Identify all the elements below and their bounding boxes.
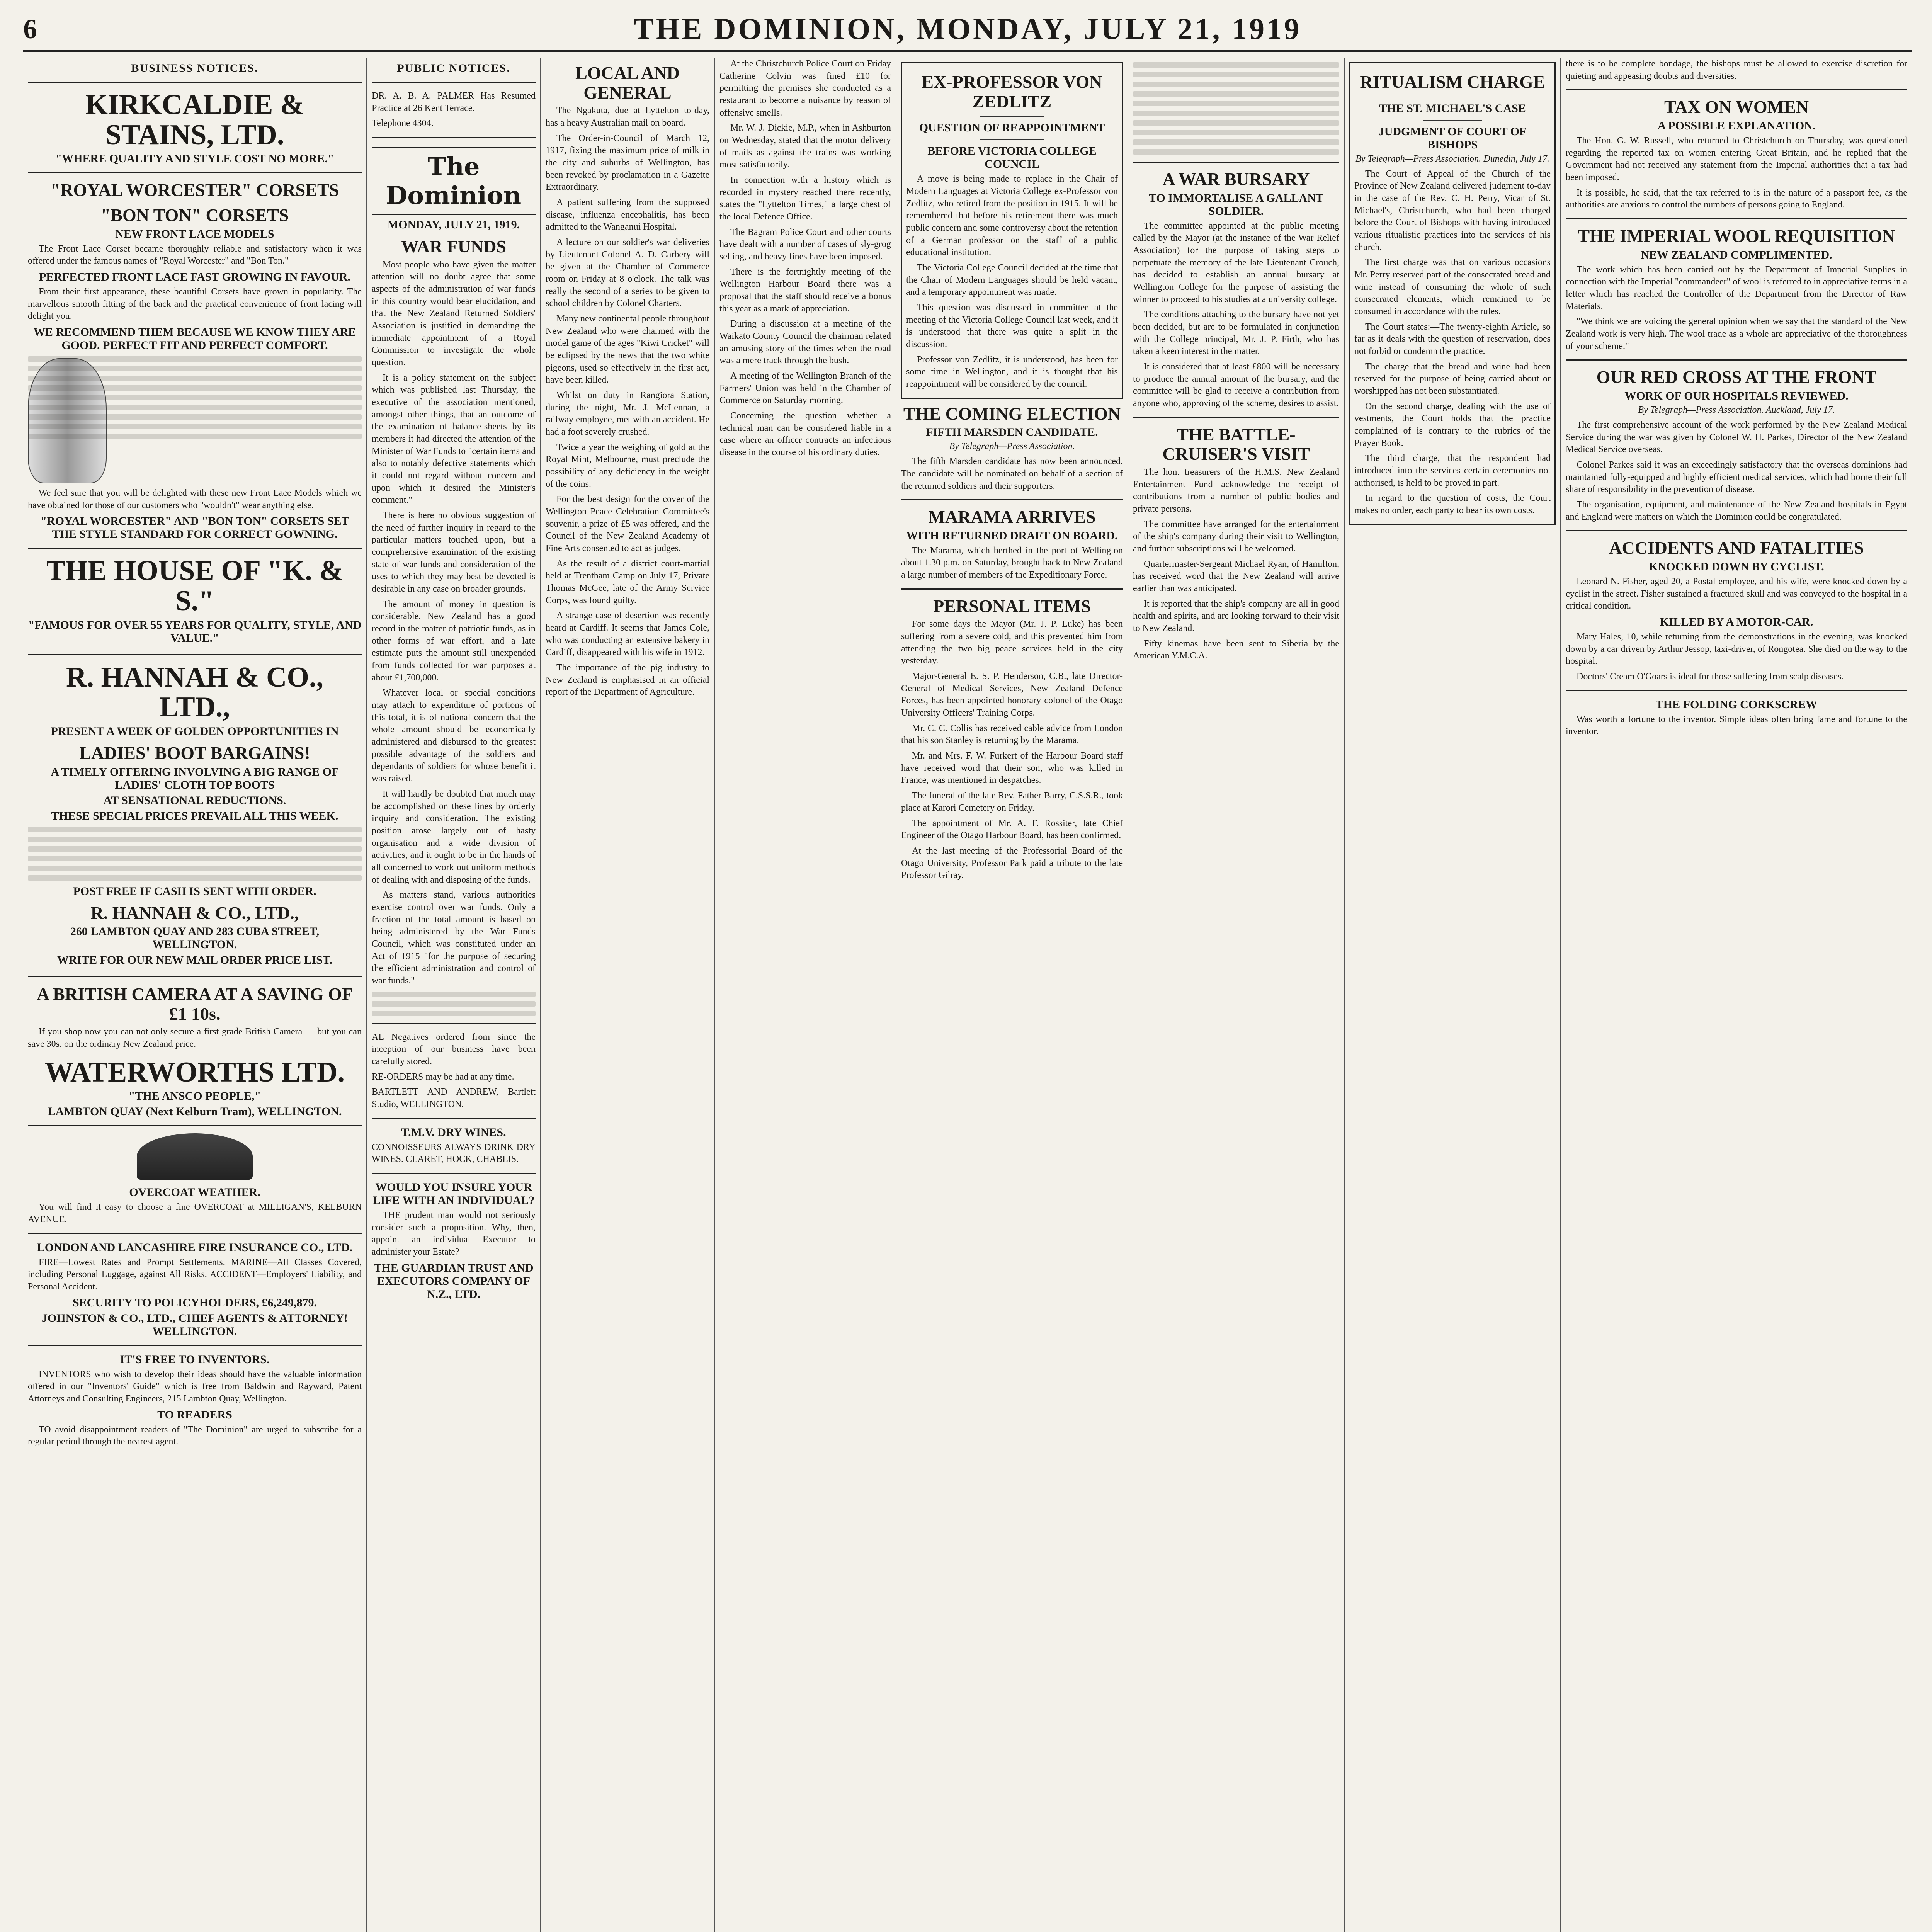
news-item: Mr. W. J. Dickie, M.P., when in Ashburton on Wednesday, stated that the motor delivery of mails as against the trains was working most satisfactorily. [719,123,891,170]
johnston-text: JOHNSTON & CO., LTD., CHIEF AGENTS & ATTORNEY! WELLINGTON. [41,1311,348,1338]
hannah-title-2: R. HANNAH & CO., LTD., [90,903,299,923]
small-print [1133,82,1339,87]
hannah-write: WRITE FOR OUR NEW MAIL ORDER PRICE LIST. [57,954,333,967]
palmer-notice: DR. A. B. A. PALMER Has Resumed Practice at 26 Kent Terrace. [372,91,536,113]
accidents-paragraph: Doctors' Cream O'Goars is ideal for those suffering from scalp diseases. [1577,671,1844,682]
personal-item: For some days the Mayor (Mr. J. P. Luke) has been suffering from a severe cold, and this prevented him from attending the two big peace services held in the city yesterday. [901,619,1123,666]
battle-cruiser-paragraph: The committee have arranged for the entertainment of the ship's company during their visit to Wellington, and further subscriptions will be welcomed. [1133,519,1339,554]
local-item: A lecture on our soldier's war deliveries by Lieutenant-Colonel A. D. Carbery will be given at the Chamber of Commerce room on Friday at 8 o'clock. The talk was really the second of a series to be given to school children by Colonel Charters. [546,237,709,309]
small-print [1133,130,1339,135]
local-item: Many new continental people throughout New Zealand who were charmed with the model game of the ages "Kiwi Cricket" will be eclipsed by the news that the two white pigeons, used so effectively in the first act, have been killed. [546,313,709,385]
accidents-subheading: KNOCKED DOWN BY CYCLIST. [1649,560,1824,573]
small-print [372,992,536,997]
local-item: A patient suffering from the supposed disease, influenza encephalitis, has been admitted to the Wanganui Hospital. [546,197,709,232]
section-heading: BUSINESS NOTICES. [131,62,259,75]
small-print [28,875,362,881]
divider [1133,417,1339,418]
zedlitz-paragraph: This question was discussed in committee at the meeting of the Victoria College Council last week, and it is understood that there was quite a split in the discussion. [906,302,1118,349]
red-cross-dateline: By Telegraph—Press Association. Auckland, July 17. [1638,405,1835,415]
hannah-address: 260 LAMBTON QUAY AND 283 CUBA STREET, WELLINGTON. [70,925,320,951]
corkscrew-text: Was worth a fortune to the inventor. Simple ideas often bring fame and fortune to the inventor. [1566,714,1907,737]
accidents-heading: ACCIDENTS AND FATALITIES [1609,538,1864,558]
small-print [1133,111,1339,116]
corsets-text: From their first appearance, these beautiful Corsets have grown in popularity. The marvellous smooth fitting of the back and the practical convenience of front lacing will delight you. [28,286,362,321]
news-item: At the Christchurch Police Court on Friday Catherine Colvin was fined £10 for permitting the premises she conducted as a restaurant to become a nuisance by reason of offensive smells. [719,59,891,118]
inventors-text: INVENTORS who wish to develop their ideas should have the valuable information offered in our "Inventors' Guide" which is free from Baldwin and Rayward, Patent Attorneys and Consulting Engineers, 215 Lambton Quay, Wellington. [28,1369,362,1404]
small-print [1133,139,1339,145]
divider [28,653,362,655]
small-print [28,846,362,852]
divider [372,1118,536,1119]
section-heading: PUBLIC NOTICES. [397,62,510,75]
divider [28,1125,362,1126]
security-text: SECURITY TO POLICYHOLDERS, £6,249,879. [72,1296,317,1309]
wool-paragraph: The work which has been carried out by the Department of Imperial Supplies in connection with the Imperial "commandeer" of wool is referred to in appreciative terms in a letter which has reached the Controller of the Department from the Director of Raw Materials. [1566,264,1907,311]
tax-paragraph: The Hon. G. W. Russell, who returned to Christchurch on Thursday, was questioned regarding the reported tax on women entering Great Britain, and he replied that the Government had not received any statement from the Imperial authorities that a tax had been imposed. [1566,135,1907,182]
divider [1423,120,1482,121]
personal-item: Mr. C. C. Collis has received cable advice from London that his son Stanley is returning by the Marama. [901,723,1123,746]
small-print [1133,91,1339,97]
news-item: During a discussion at a meeting of the Waikato County Council the chairman related an amusing story of the times when the road was a mere track through the bush. [719,319,891,366]
tax-subheading: A POSSIBLE EXPLANATION. [1657,119,1816,132]
small-print [28,424,362,429]
election-subheading: FIFTH MARSDEN CANDIDATE. [926,426,1098,439]
local-item: The Ngakuta, due at Lyttelton to-day, has a heavy Australian mail on board. [546,105,709,128]
red-cross-paragraph: The first comprehensive account of the work performed by the New Zealand Medical Service during the war was given by Colonel W. H. Parkes, Director of the New Zealand Medical Service overseas. [1566,420,1907,455]
kirkcaldie-slogan: "WHERE QUALITY AND STYLE COST NO MORE." [55,152,334,165]
overcoat-illustration [137,1133,253,1180]
ritualism-heading: RITUALISM CHARGE [1360,72,1545,92]
column-news-continued [715,58,896,1932]
readers-heading: TO READERS [157,1408,232,1421]
zedlitz-paragraph: The Victoria College Council decided at the time that the Chair of Modern Languages should be held vacant, and a temporary appointment was made. [906,262,1118,298]
waterworths-address: LAMBTON QUAY (Next Kelburn Tram), WELLINGTON. [48,1105,342,1118]
column-business-notices [23,58,367,1932]
corsets-text: We feel sure that you will be delighted with these new Front Lace Models which we have obtained for those of our customers who "wouldn't" wear anything else. [28,488,362,510]
small-print [28,385,362,391]
wool-heading: THE IMPERIAL WOOL REQUISITION [1578,226,1895,246]
battle-cruiser-paragraph: Fifty kinemas have been sent to Siberia by the American Y.M.C.A. [1133,638,1339,661]
overcoat-heading: OVERCOAT WEATHER. [129,1186,260,1199]
small-print [28,356,362,362]
election-text: The fifth Marsden candidate has now been announced. The candidate will be nominated on behalf of a section of the returned soldiers and their supporters. [901,456,1123,491]
divider [28,82,362,83]
local-item: The importance of the pig industry to New Zealand is emphasised in an official report of the Department of Agriculture. [546,663,709,697]
news-item: The Bagram Police Court and other courts have dealt with a number of cases of sly-grog selling, and heavy fines have been imposed. [719,227,891,262]
divider [28,975,362,977]
column-ritualism [1345,58,1561,1932]
corsets-heading-3: NEW FRONT LACE MODELS [115,227,274,240]
small-print [1133,149,1339,155]
hannah-subtitle: PRESENT A WEEK OF GOLDEN OPPORTUNITIES IN [51,725,339,738]
ritualism-paragraph: The Court states:—The twenty-eighth Article, so far as it deals with the question of reservation, does not forbid or condemn the practice. [1354,321,1551,356]
column-public-notices [367,58,541,1932]
marama-text: The Marama, which berthed in the port of Wellington about 1.30 p.m. on Saturday, brought back to New Zealand a large number of members of the Expeditionary Force. [901,545,1123,580]
overcoat-text: You will find it easy to choose a fine OVERCOAT at MILLIGAN'S, KELBURN AVENUE. [28,1202,362,1225]
divider [901,588,1123,590]
bursary-paragraph: The committee appointed at the public meeting called by the Mayor (at the instance of the War Relief Association) for the purpose of taking steps to perpetuate the memory of the late Lieutenant Crouch, has decided to establish an annual bursary at Wellington College for the purpose of assisting the winner to proceed to his studies at a university college. [1133,221,1339,304]
column-local-general [541,58,715,1932]
local-item: For the best design for the cover of the Wellington Peace Celebration Committee's souvenir, a prize of £5 was offered, and the Council of the New Zealand Academy of Fine Arts consented to act as judges. [546,494,709,554]
divider [1566,218,1907,219]
zedlitz-article [901,62,1123,399]
editorial-paragraph: It will hardly be doubted that much may be accomplished on these lines by orderly inquiry and consideration. The existing position arose largely out of hasty organisation and a wide division of activities, and it ought to be in the hands of all concerned to work out uniform methods of dealing with and disposing of the funds. [372,789,536,885]
editorial-paragraph: Most people who have given the matter attention will no doubt agree that some aspects of the administration of war funds in this country would bear elucidation, and that the New Zealand Returned Soldiers' Association is justified in demanding the immediate appointment of a Royal Commission to investigate the whole question. [372,259,536,367]
small-print [28,866,362,871]
hannah-text: POST FREE IF CASH IS SENT WITH ORDER. [73,884,316,898]
ritualism-dateline: By Telegraph—Press Association. Dunedin, July 17. [1355,153,1549,164]
red-cross-subheading: WORK OF OUR HOSPITALS REVIEWED. [1624,389,1849,402]
divider [1566,530,1907,531]
corsets-highlight: WE RECOMMEND THEM BECAUSE WE KNOW THEY ARE GOOD. PERFECT FIT AND PERFECT COMFORT. [33,325,356,352]
divider [372,82,536,83]
battle-cruiser-paragraph: The hon. treasurers of the H.M.S. New Zealand Entertainment Fund acknowledge the receipt of contributions from a number of public bodies and private persons. [1133,467,1339,514]
local-item: The Order-in-Council of March 12, 1917, fixing the maximum price of milk in the city and suburbs of Wellington, has been revoked by proclamation in a Gazette Extraordinary. [546,133,709,192]
palmer-telephone: Telephone 4304. [372,118,434,129]
battle-cruiser-paragraph: It is reported that the ship's company are all in good health and spirits, and are looking forward to their visit to New Zealand. [1133,599,1339,633]
corsets-highlight: PERFECTED FRONT LACE FAST GROWING IN FAVOUR. [39,270,350,283]
editorial-paragraph: The amount of money in question is considerable. New Zealand has a good record in the matter of patriotic funds, as in other forms of war effort, and a late estimate puts the amount still unexpended from funds collected for war purposes at about £1,700,000. [372,599,536,683]
kirkcaldie-title: KIRKCALDIE & STAINS, LTD. [85,89,304,151]
ritualism-continued: there is to be complete bondage, the bishops must be allowed to exercise discretion for quieting and appeasing doubts and diversities. [1566,59,1907,81]
divider [980,139,1044,140]
hannah-bargains: LADIES' BOOT BARGAINS! [79,743,310,763]
dominion-date: MONDAY, JULY 21, 1919. [387,218,520,231]
editorial-heading: WAR FUNDS [401,236,507,257]
local-item: A strange case of desertion was recently heard at Cardiff. It seems that James Cole, who was conducting an extensive bakery in Cardiff, disappeared with his wife in 1912. [546,611,709,658]
divider [28,172,362,173]
column-right [1561,58,1912,1932]
divider [1566,89,1907,90]
divider [1566,359,1907,361]
zedlitz-paragraph: Professor von Zedlitz, it is understood, has been for some time in Wellington, and it is thought that his reappointment will be considered by the council. [906,354,1118,389]
zedlitz-subheading-2: BEFORE VICTORIA COLLEGE COUNCIL [927,145,1097,171]
corsets-heading-2: "BON TON" CORSETS [100,205,289,225]
london-heading: LONDON AND LANCASHIRE FIRE INSURANCE CO., LTD. [37,1241,353,1254]
small-print [28,405,362,410]
personal-item: Mr. and Mrs. F. W. Furkert of the Harbour Board staff have received word that their son, who was killed in France, was mentioned in despatches. [901,751,1123,786]
election-heading: THE COMING ELECTION [903,403,1121,423]
divider [901,499,1123,500]
small-print [1133,62,1339,68]
tmv-text: CONNOISSEURS ALWAYS DRINK DRY WINES. CLARET, HOCK, CHABLIS. [372,1142,536,1165]
local-general-heading: LOCAL AND GENERAL [575,63,680,102]
personal-item: The appointment of Mr. A. F. Rossiter, late Chief Engineer of the Otago Harbour Board, has been confirmed. [901,818,1123,841]
small-print [1133,101,1339,106]
battle-cruiser-paragraph: Quartermaster-Sergeant Michael Ryan, of Hamilton, has received word that the New Zealand will arrive earlier than was anticipated. [1133,559,1339,594]
ks-slogan: "FAMOUS FOR OVER 55 YEARS FOR QUALITY, STYLE, AND VALUE." [28,618,362,645]
corsets-heading-1: "ROYAL WORCESTER" CORSETS [50,180,339,200]
news-item: In connection with a history which is recorded in mystery reached there recently, states the "Lyttelton Times," a large chest of the local Defence Office. [719,175,891,222]
corkscrew-heading: THE FOLDING CORKSCREW [1655,698,1818,711]
bursary-paragraph: It is considered that at least £800 will be necessary to produce the annual amount of the bursary, and the committee will be glad to receive a contribution from anyone who, approving of the scheme, desires to assist. [1133,361,1339,408]
editorial-paragraph: It is a policy statement on the subject which was published last Thursday, the executive of the association mentioned, amongst other things, that an outcome of the examination of balance-sheets by its members it had directed the attention of the Minister of War Funds to "certain items and also to notably defective statements which it could not regard without concern and upon which it desired the Minister's comment." [372,372,536,505]
small-print [28,414,362,420]
accidents-paragraph: Leonard N. Fisher, aged 20, a Postal employee, and his wife, were knocked down by a cyclist in the street. Fisher sustained a fractured skull and was conveyed to the hospital in a critical condition. [1566,576,1907,611]
divider [28,1345,362,1346]
editorial-paragraph: Whatever local or special conditions may attach to expenditure of portions of this total, it is of national concern that the whole amount should be economically administered and disbursed to the greatest possible advantage of the soldiers and dependants of soldiers for whose benefit it was raised. [372,688,536,784]
news-item: Concerning the question whether a technical man can be considered liable in a case where an officer contracts an infectious disease in the course of his ordinary duties. [719,411,891,458]
hannah-text: A TIMELY OFFERING INVOLVING A BIG RANGE OF LADIES' CLOTH TOP BOOTS [51,765,339,791]
reorders-notice: RE-ORDERS may be had at any time. [372,1071,514,1082]
personal-item: Major-General E. S. P. Henderson, C.B., late Director-General of Medical Services, New Zealand Defence Forces, has been appointed honorary colonel of the Otago University Officers' Training Corps. [901,671,1123,718]
personal-item: At the last meeting of the Professorial Board of the Otago University, Professor Park paid a tribute to the late Professor Gilray. [901,845,1123,881]
waterworths-sub: "THE ANSCO PEOPLE," [128,1090,261,1103]
london-text: FIRE—Lowest Rates and Prompt Settlements. MARINE—All Classes Covered, including Personal Luggage, against All Risks. ACCIDENT—Employers' Liability, and Personal Accident. [28,1257,362,1292]
divider [1566,690,1907,691]
hannah-text: THESE SPECIAL PRICES PREVAIL ALL THIS WEEK. [51,809,338,822]
bursary-paragraph: The conditions attaching to the bursary have not yet been decided, but are to be formulated in conjunction with the College principal, Mr. J. P. Firth, who has taken a keen interest in the matter. [1133,310,1339,357]
insure-heading: WOULD YOU INSURE YOUR LIFE WITH AN INDIVIDUAL? [372,1180,535,1207]
corsets-highlight: "ROYAL WORCESTER" AND "BON TON" CORSETS SET THE STYLE STANDARD FOR CORRECT GOWNING. [40,515,349,541]
small-print [1133,120,1339,126]
corsets-text: The Front Lace Corset became thoroughly reliable and satisfactory when it was offered under the famous names of "Royal Worcester" and "Bon Ton." [28,243,362,266]
ritualism-paragraph: The first charge was that on various occasions Mr. Perry reserved part of the consecrated bread and wine instead of consuming the whole of such consecrated elements, which remained to be consumed in accordance with the rules. [1354,257,1551,316]
negatives-notice: AL Negatives ordered from since the inception of our business have been carefully stored. [372,1032,536,1066]
accidents-subheading-2: KILLED BY A MOTOR-CAR. [1660,615,1813,628]
divider [372,137,536,138]
divider [28,548,362,549]
wool-subheading: NEW ZEALAND COMPLIMENTED. [1641,248,1832,261]
tax-paragraph: It is possible, he said, that the tax referred to is in the nature of a passport fee, as the authorities are anxious to control the numbers of persons going to England. [1566,187,1907,210]
small-print [28,395,362,400]
column-bursary [1128,58,1345,1932]
ritualism-subheading: THE ST. MICHAEL'S CASE [1379,102,1526,115]
editorial-paragraph: There is here no obvious suggestion of the need of further inquiry in regard to the particular matters touched upon, but a comprehensive examination of the existing state of war funds and consideration of the uses to which they may best be devoted is desirable in any case on broader grounds. [372,510,536,594]
small-print [28,366,362,371]
local-item: Whilst on duty in Rangiora Station, during the night, Mr. J. McLennan, a railway employee, met with an accident. He had a foot severely crushed. [546,390,709,437]
ritualism-paragraph: In regard to the question of costs, the Court makes no order, each party to bear its own costs. [1354,493,1551,516]
page-columns [23,58,1912,1932]
small-print [372,1011,536,1016]
red-cross-paragraph: Colonel Parkes said it was an exceedingly satisfactory that the overseas dominions had maintained fully-equipped and highly efficient medical services, which had borne their full share of responsibility in the prevention of disease. [1566,459,1907,495]
news-item: There is the fortnightly meeting of the Wellington Harbour Board there was a proposal that the staff should receive a bonus this year as a mark of appreciation. [719,267,891,314]
ritualism-paragraph: The third charge, that the respondent had introduced into the services certain ceremonies not authorised, is held to be proved in part. [1354,453,1551,488]
small-print [28,376,362,381]
divider [372,1173,536,1174]
insure-text: THE prudent man would not seriously consider such a proposition. Why, then, appoint an individual Executor to administer your Estate? [372,1210,536,1257]
page-masthead [23,8,1912,52]
local-item: Twice a year the weighing of gold at the Royal Mint, Melbourne, must preclude the possibility of any deficiency in the weight of the coins. [546,442,709,489]
divider [372,1023,536,1024]
small-print [1133,72,1339,77]
small-print [372,1001,536,1007]
page-number: 6 [23,14,37,44]
ritualism-paragraph: The charge that the bread and wine had been reserved for the purpose of being carried about or worshipped has not been substantiated. [1354,361,1551,396]
ritualism-paragraph: The Court of Appeal of the Church of the Province of New Zealand delivered judgment to-day in the case of the Rev. C. H. Perry, Vicar of St. Michael's, Christchurch, who had been charged before the Court of Bishops with having introduced various ritualistic practices into the services of his church. [1354,168,1551,252]
news-item: A meeting of the Wellington Branch of the Farmers' Union was held in the Chamber of Commerce on Saturday morning. [719,371,891,406]
bartlett-notice: BARTLETT AND ANDREW, Bartlett Studio, WELLINGTON. [372,1087,536,1109]
personal-item: The funeral of the late Rev. Father Barry, C.S.S.R., took place at Karori Cemetery on Friday. [901,791,1123,813]
marama-subheading: WITH RETURNED DRAFT ON BOARD. [906,529,1118,542]
personal-heading: PERSONAL ITEMS [933,596,1091,616]
divider [1133,162,1339,163]
readers-text: TO avoid disappointment readers of "The Dominion" are urged to subscribe for a regular period through the nearest agent. [28,1424,362,1447]
column-zedlitz [896,58,1128,1932]
guardian-trust: THE GUARDIAN TRUST AND EXECUTORS COMPANY OF N.Z., LTD. [374,1261,534,1301]
dominion-masthead: The Dominion [372,147,536,215]
ritualism-paragraph: On the second charge, dealing with the use of vestments, the Court holds that the practice complained of is contrary to the rubrics of the Prayer Book. [1354,401,1551,448]
camera-title: A BRITISH CAMERA AT A SAVING OF £1 10s. [36,984,353,1024]
local-item: As the result of a district court-martial held at Trentham Camp on July 17, Private Thomas McGee, late of the Army Service Corps, was found guilty. [546,558,709,605]
hannah-title: R. HANNAH & CO., LTD., [66,661,323,723]
accidents-paragraph: Mary Hales, 10, while returning from the demonstrations in the evening, was knocked down by a car driven by Arthur Jessop, taxi-driver, of Rongotea. She died on the way to the hospital. [1566,631,1907,667]
zedlitz-paragraph: A move is being made to replace in the Chair of Modern Languages at Victoria College ex-Professor von Zedlitz, who retired from the position in 1915. It will be remembered that before his retirement there was much public concern and some controversy about the retention of a German professor on the staff of a public educational institution. [906,174,1118,258]
waterworths-title: WATERWORTHS LTD. [44,1056,345,1088]
zedlitz-heading: EX-PROFESSOR VON ZEDLITZ [922,72,1102,111]
wool-paragraph: "We think we are voicing the general opinion when we say that the standard of the New Zealand work is very high. The wool trade as a whole are appreciative of the thoroughness of your scheme." [1566,316,1907,351]
election-dateline: By Telegraph—Press Association. [949,441,1075,452]
battle-cruiser-heading: THE BATTLE-CRUISER'S VISIT [1162,424,1310,464]
bursary-heading: A WAR BURSARY [1162,169,1310,189]
small-print [28,837,362,842]
ritualism-article [1349,62,1556,525]
tax-heading: TAX ON WOMEN [1664,97,1809,117]
small-print [28,827,362,832]
zedlitz-subheading: QUESTION OF REAPPOINTMENT [919,121,1105,134]
small-print [28,434,362,439]
ks-title: THE HOUSE OF "K. & S." [46,555,344,617]
bursary-subheading: TO IMMORTALISE A GALLANT SOLDIER. [1148,191,1324,218]
small-print [28,856,362,861]
red-cross-heading: OUR RED CROSS AT THE FRONT [1596,367,1877,387]
red-cross-paragraph: The organisation, equipment, and maintenance of the New Zealand hospitals in Egypt and England were matters on which the Dominion could be congratulated. [1566,499,1907,522]
marama-heading: MARAMA ARRIVES [928,507,1096,527]
divider [980,116,1044,117]
divider [28,1233,362,1234]
inventors-heading: IT'S FREE TO INVENTORS. [120,1353,270,1366]
newspaper-title: THE DOMINION, MONDAY, JULY 21, 1919 [633,12,1302,46]
tmv-heading: T.M.V. DRY WINES. [401,1126,506,1139]
editorial-paragraph: As matters stand, various authorities exercise control over war funds. Only a fraction of the total amount is based on being administered by the War Funds Council, which was constituted under an Act of 1915 "for the purpose of securing the efficient administration and control of war funds." [372,890,536,986]
ritualism-subheading-2: JUDGMENT OF COURT OF BISHOPS [1378,125,1527,151]
camera-text: If you shop now you can not only secure a first-grade British Camera — but you can save 30s. on the ordinary New Zealand price. [28,1027,362,1049]
hannah-text: AT SENSATIONAL REDUCTIONS. [103,794,286,807]
